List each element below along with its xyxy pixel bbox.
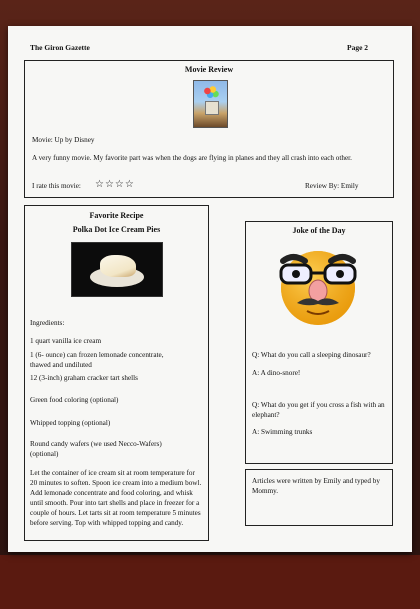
review-body: A very funny movie. My favorite part was when the dogs are flying in planes and they all crash into each other. <box>32 154 352 162</box>
gazette-name: The Giron Gazette <box>30 43 90 52</box>
joke-box <box>245 221 393 464</box>
ingredient-item: 1 quart vanilla ice cream <box>30 337 102 345</box>
ingredient-item: Round candy wafers (we used Necco-Wafers) (optional) <box>30 440 162 458</box>
joke-question-1: Q: What do you call a sleeping dinosaur? <box>252 351 371 359</box>
recipe-box <box>24 205 209 541</box>
movie-review-heading: Movie Review <box>184 65 234 74</box>
ice-cream-pie-photo <box>71 242 163 297</box>
page-number: Page 2 <box>347 43 369 52</box>
movie-review-box <box>24 60 394 198</box>
recipe-directions: Let the container of ice cream sit at room temperature for 20 minutes to soften. Spoon ice cream into a medium bowl. Add lemonade concentrate and food coloring, and whisk until smooth. Pour into tart shells and place in freezer for a couple of hours. Let tarts sit at room temperature 5 minutes before serving. Top with whipped topping and candy. <box>30 469 202 527</box>
rating-label: I rate this movie: <box>32 182 81 190</box>
house-graphic <box>205 101 219 115</box>
joke-heading: Joke of the Day <box>292 226 346 235</box>
ingredient-item: 12 (3-inch) graham cracker tart shells <box>30 374 138 382</box>
movie-title-line: Movie: Up by Disney <box>32 136 95 144</box>
review-byline: Review By: Emily <box>305 182 359 190</box>
recipe-title: Polka Dot Ice Cream Pies <box>72 225 161 234</box>
balloons-graphic <box>202 85 220 100</box>
ingredient-item: 1 (6- ounce) can frozen lemonade concentrate, thawed and undiluted <box>30 351 164 369</box>
movie-poster-image <box>193 80 228 128</box>
disguise-face-emoji <box>273 241 363 327</box>
joke-question-2: Q: What do you get if you cross a fish with an elephant? <box>252 401 385 419</box>
pie-graphic <box>100 255 136 277</box>
credits-box <box>245 469 393 526</box>
ingredients-label: Ingredients: <box>30 319 65 327</box>
table-surface <box>0 555 420 609</box>
rating-stars: ☆☆☆☆ <box>95 179 135 190</box>
joke-answer-1: A: A dino-snore! <box>252 369 301 377</box>
joke-answer-2: A: Swimming trunks <box>252 428 313 436</box>
ingredient-item: Whipped topping (optional) <box>30 419 111 427</box>
credits-text: Articles were written by Emily and typed by Mommy. <box>252 477 380 495</box>
ingredient-item: Green food coloring (optional) <box>30 396 119 404</box>
recipe-heading: Favorite Recipe <box>89 211 144 220</box>
